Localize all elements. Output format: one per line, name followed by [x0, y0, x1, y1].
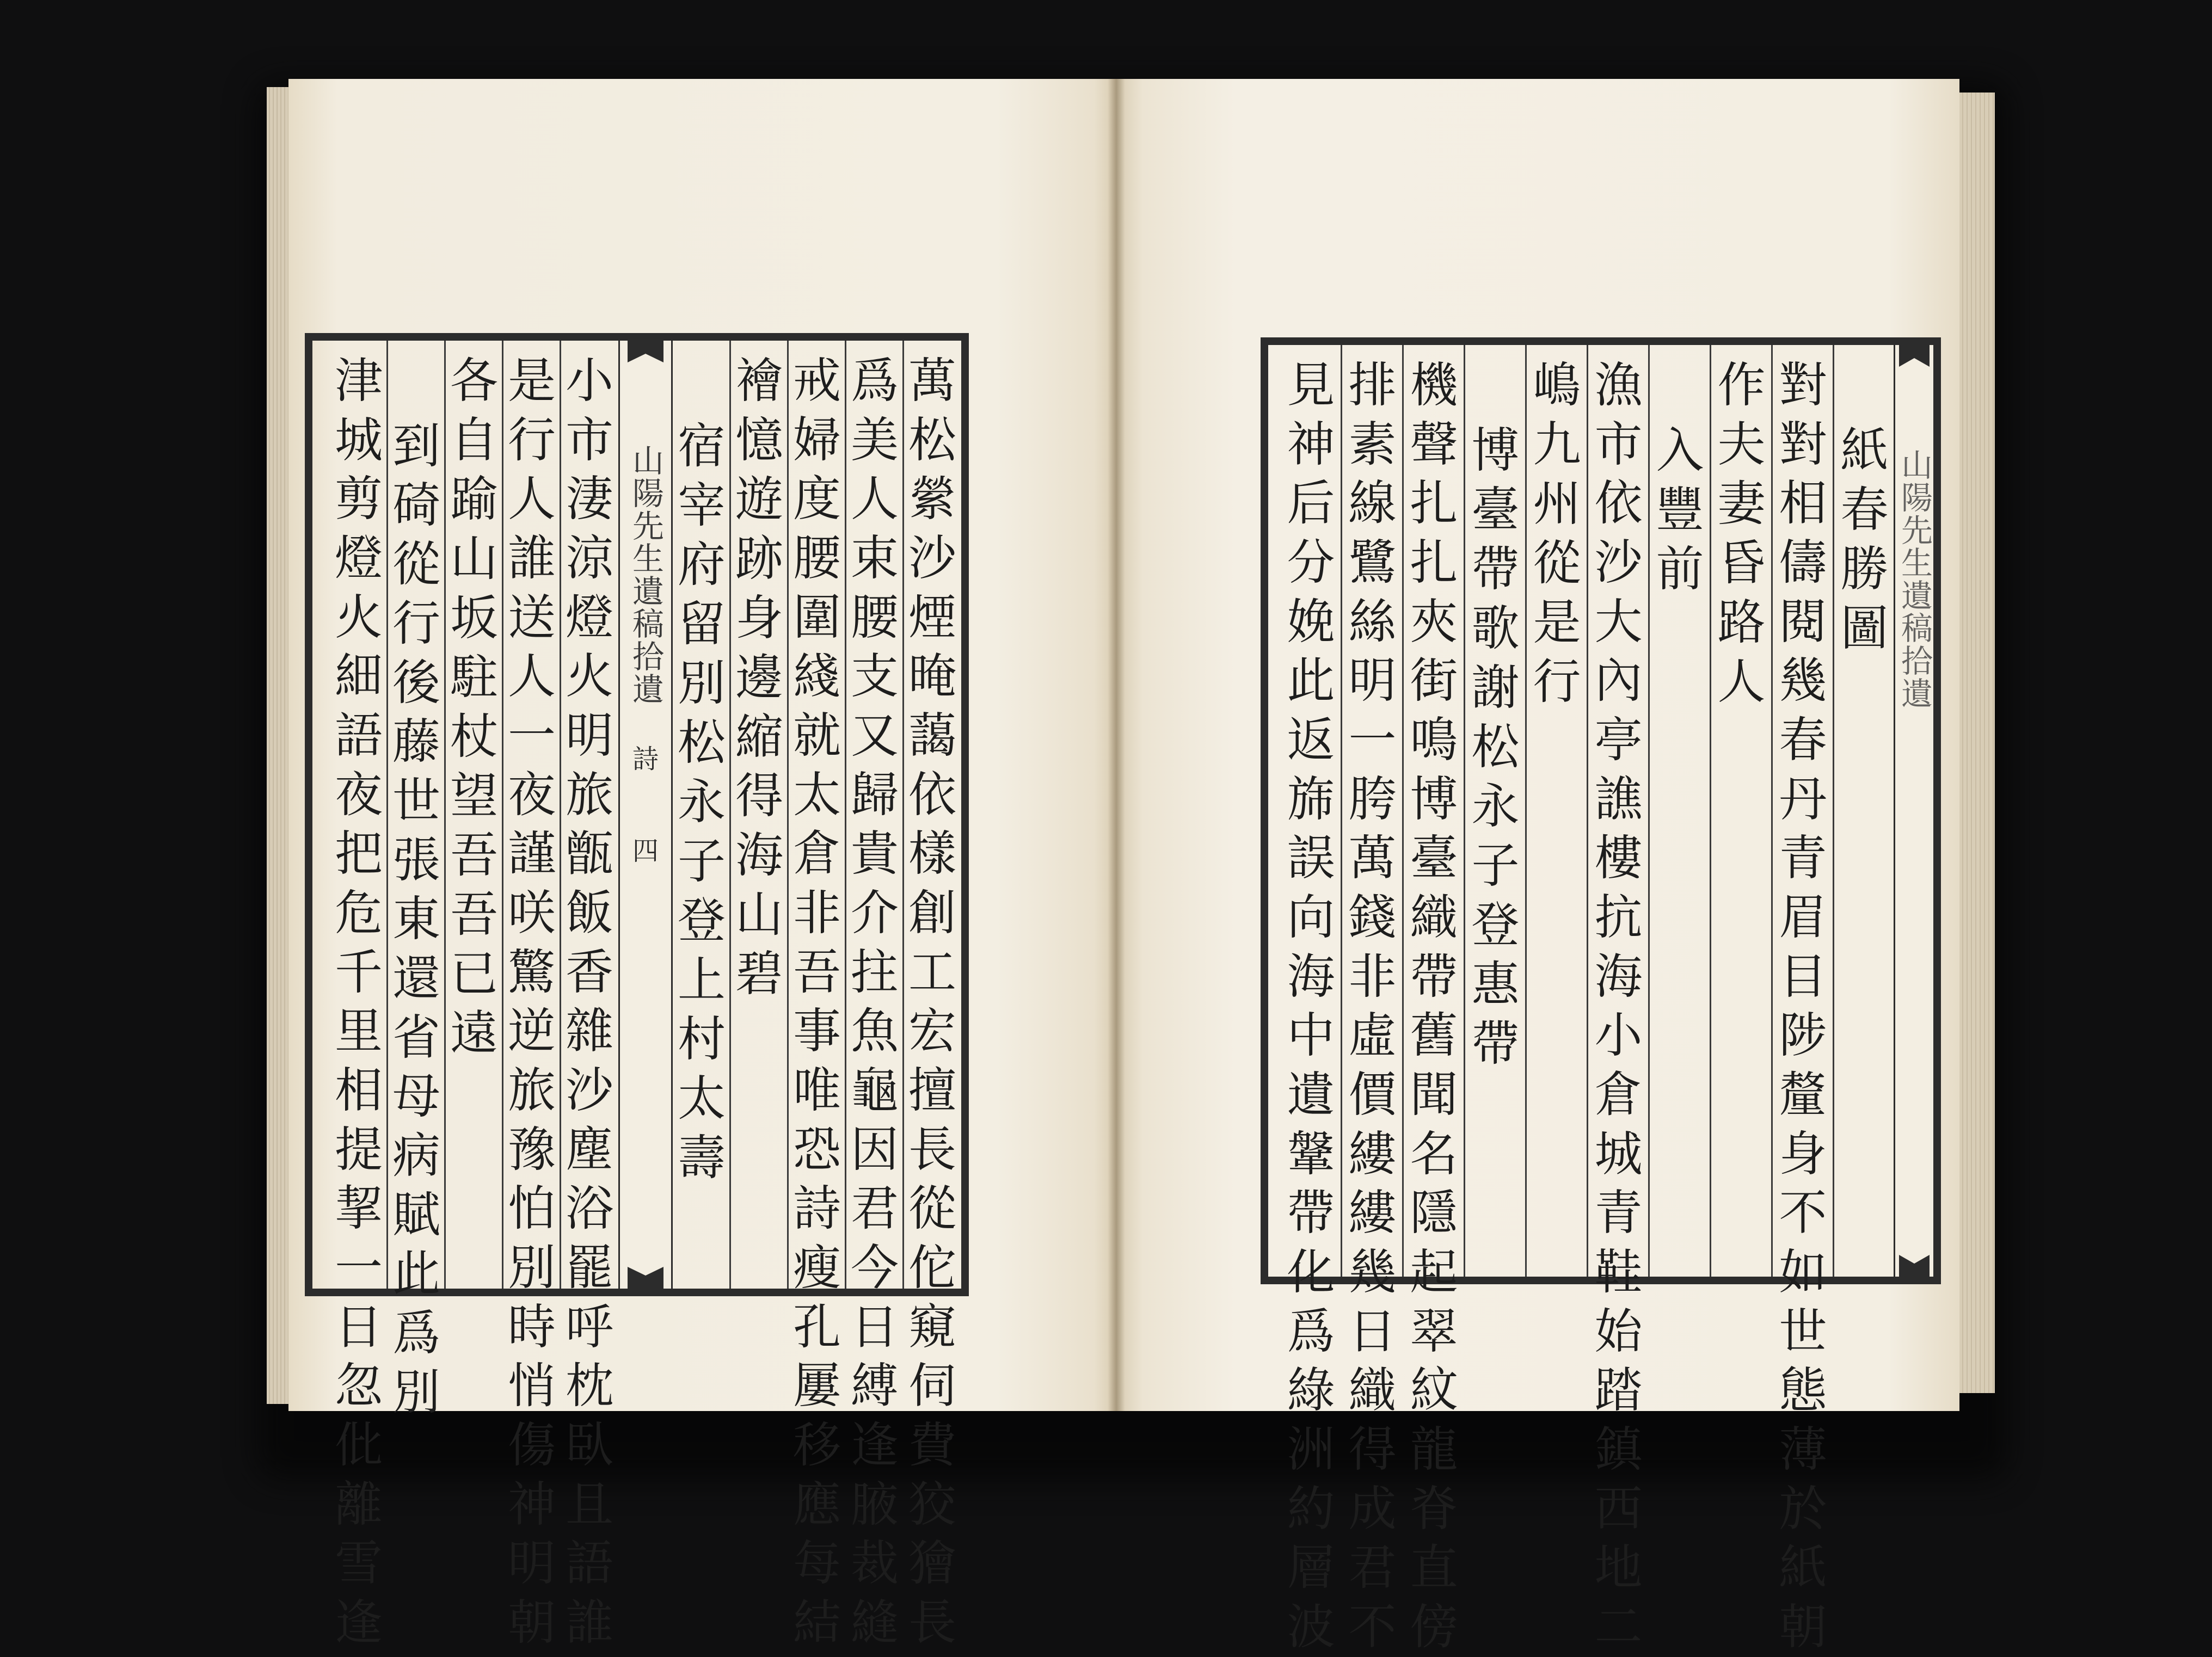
text-column: 作 夫 妻 昏 路 人 — [1717, 357, 1766, 710]
fishtail-mark — [1899, 345, 1930, 367]
banxin-section: 詩 — [632, 744, 659, 774]
text-column: 戒 婦 度 腰 圍 綫 就 太 倉 非 吾 事 唯 恐 詩 瘦 孔 屢 移 應 每 結 — [792, 353, 841, 1651]
text-column: 小 市 淒 涼 燈 火 明 旅 甑 飯 香 雜 沙 塵 浴 罷 呼 枕 臥 且 語 誰 — [565, 353, 613, 1651]
text-column: 爲 美 人 束 腰 支 又 歸 貴 介 拄 魚 龜 因 君 今 日 縛 逢 腋 裁 縫 — [850, 353, 899, 1651]
right-text-frame — [1261, 337, 1941, 1655]
left-text-frame — [305, 333, 969, 1651]
poem-title: 博 臺 帶 歌 謝 松 永 子 登 惠 帶 — [1471, 422, 1520, 1071]
banxin-center-column — [1894, 345, 1933, 1277]
poem-title: 入 豐 前 — [1656, 422, 1704, 597]
text-column: 排 素 線 鷺 絲 明 一 胯 萬 錢 非 虛 價 縷 縷 幾 日 織 得 成 君 不 — [1348, 357, 1397, 1655]
banxin-center-column — [618, 341, 673, 1289]
banxin-page-number: 四 — [632, 836, 659, 866]
text-column: 襘 憶 遊 跡 身 邊 縮 得 海 山 碧 — [735, 353, 783, 1002]
text-column: 對 對 相 儔 閱 幾 春 丹 青 眉 目 陟 釐 身 不 如 世 態 薄 於 紙 朝 — [1779, 357, 1827, 1655]
poem-title: 到 碕 從 行 後 藤 世 張 東 還 省 母 病 賦 此 爲 別 — [392, 418, 440, 1420]
book-gutter — [1108, 79, 1125, 1411]
text-column: 是 行 人 誰 送 人 一 夜 謹 咲 驚 逆 旅 豫 怕 別 時 悄 傷 神 明 朝 — [507, 353, 556, 1651]
text-column: 漁 市 依 沙 大 內 亭 譙 樓 抗 海 小 倉 城 青 鞋 始 踏 鎮 西 地 二 — [1594, 357, 1643, 1655]
text-column: 嶋 九 州 從 是 行 — [1533, 357, 1581, 710]
poem-title: 紙 春 勝 圖 — [1840, 422, 1889, 656]
banxin-title: 山陽先生遺稿拾遺 — [627, 444, 664, 705]
fishtail-mark — [628, 1267, 663, 1289]
banxin-title: 山陽先生遺稿拾遺 — [1896, 448, 1933, 710]
text-column: 各 自 踰 山 坂 駐 杖 望 吾 吾 已 遠 — [450, 353, 498, 1061]
fishtail-mark — [1899, 1255, 1930, 1277]
fishtail-mark — [628, 341, 663, 362]
text-column: 機 聲 扎 扎 夾 街 鳴 博 臺 織 帶 舊 聞 名 隱 起 翠 紋 龍 脊 直 傍 — [1410, 357, 1458, 1655]
text-column: 見 神 后 分 娩 此 返 旆 誤 向 海 中 遺 鞶 帶 化 爲 綠 洲 約 層 波 — [1287, 357, 1335, 1655]
poem-title: 宿 宰 府 留 別 松 永 子 登 上 村 太 壽 — [677, 418, 726, 1186]
text-column: 津 城 剪 燈 火 細 語 夜 把 危 千 里 相 提 挈 一 日 忽 仳 離 雪 逢 — [334, 353, 383, 1651]
text-column: 萬 松 縈 沙 煙 晻 藹 依 樣 創 工 宏 擅 長 從 佗 窺 伺 費 狡 獪 長 — [908, 353, 956, 1651]
